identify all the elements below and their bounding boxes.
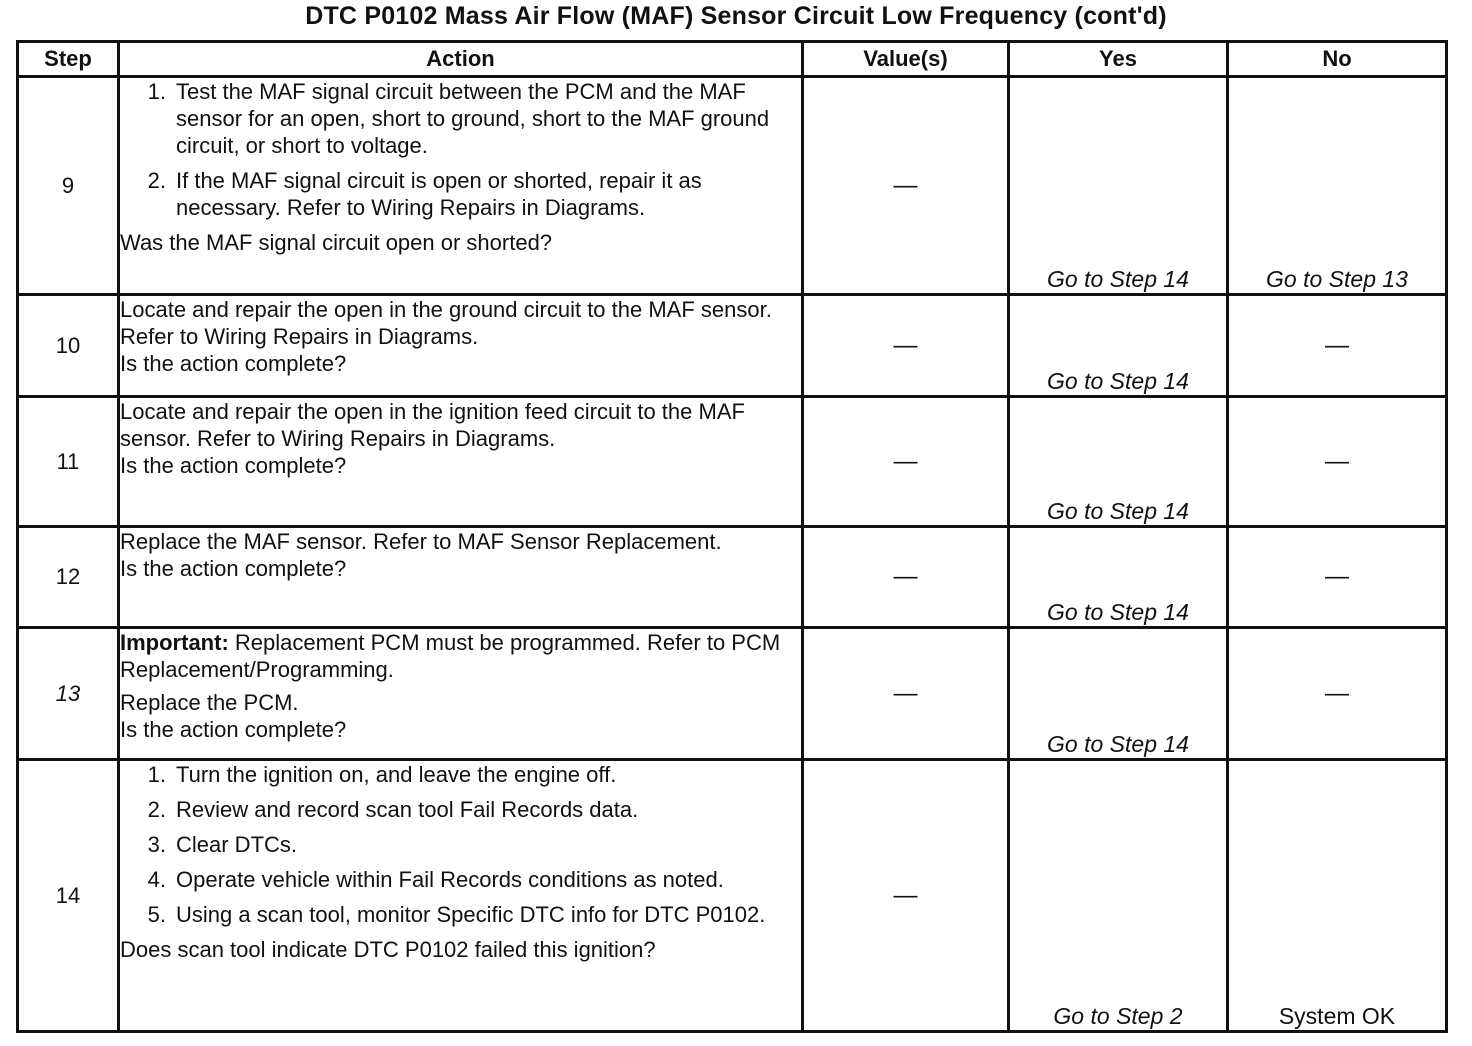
yes-cell: Go to Step 14 — [1009, 527, 1228, 628]
yes-cell: Go to Step 14 — [1009, 628, 1228, 760]
list-item: 3. Clear DTCs. — [147, 832, 298, 857]
yes-cell: Go to Step 14 — [1009, 295, 1228, 397]
action-question: Is the action complete? — [120, 351, 347, 376]
important-label: Important: — [120, 630, 229, 655]
important-text: Replacement PCM must be programmed. Refer to PCM Replacement/Programming. — [120, 630, 781, 682]
action-text: Replace the PCM. — [120, 690, 299, 715]
value-cell: — — [803, 295, 1009, 397]
header-values: Value(s) — [803, 42, 1009, 77]
action-question: Does scan tool indicate DTC P0102 failed this ignition? — [120, 937, 656, 962]
step-number: 14 — [18, 760, 119, 1032]
action-question: Is the action complete? — [120, 556, 347, 581]
step-number: 11 — [18, 397, 119, 527]
no-cell: System OK — [1228, 760, 1447, 1032]
action-question: Is the action complete? — [120, 453, 347, 478]
important-note — [120, 629, 801, 683]
step-number: 13 — [18, 628, 119, 760]
value-cell: — — [803, 628, 1009, 760]
header-row — [18, 42, 1447, 77]
table-row — [18, 760, 1447, 1032]
action-cell — [119, 760, 803, 1032]
table-row — [18, 397, 1447, 527]
header-step: Step — [18, 42, 119, 77]
table-row — [18, 295, 1447, 397]
yes-cell: Go to Step 2 — [1009, 760, 1228, 1032]
value-cell: — — [803, 527, 1009, 628]
no-cell: Go to Step 13 — [1228, 77, 1447, 295]
action-cell — [119, 77, 803, 295]
action-question: Is the action complete? — [120, 717, 347, 742]
action-cell — [119, 397, 803, 527]
step-number: 12 — [18, 527, 119, 628]
list-item: 1. Turn the ignition on, and leave the engine off. — [147, 762, 617, 787]
no-cell: — — [1228, 527, 1447, 628]
action-text: Replace the MAF sensor. Refer to MAF Sensor Replacement. — [120, 529, 722, 554]
action-text: Locate and repair the open in the ignition feed circuit to the MAF sensor. Refer to Wiring Repairs in Diagrams. — [120, 399, 745, 451]
no-cell: — — [1228, 397, 1447, 527]
header-action: Action — [119, 42, 803, 77]
table-row — [18, 77, 1447, 295]
header-yes: Yes — [1009, 42, 1228, 77]
action-steps — [120, 761, 801, 936]
step-number: 9 — [18, 77, 119, 295]
action-question: Was the MAF signal circuit open or shorted? — [120, 230, 553, 255]
value-cell: — — [803, 397, 1009, 527]
yes-cell: Go to Step 14 — [1009, 77, 1228, 295]
table-row — [18, 628, 1447, 760]
header-no: No — [1228, 42, 1447, 77]
diagnostic-table — [16, 40, 1448, 1033]
yes-cell: Go to Step 14 — [1009, 397, 1228, 527]
action-text: Locate and repair the open in the ground circuit to the MAF sensor. Refer to Wiring Repairs in Diagrams. — [120, 297, 772, 349]
page-title: DTC P0102 Mass Air Flow (MAF) Sensor Circuit Low Frequency (cont'd) — [305, 2, 1167, 30]
list-item: 1. Test the MAF signal circuit between the PCM and the MAF sensor for an open, short to ground, short to the MAF ground circuit, or short to voltage. — [147, 79, 770, 158]
action-cell — [119, 628, 803, 760]
list-item: 5. Using a scan tool, monitor Specific DTC info for DTC P0102. — [147, 902, 766, 927]
value-cell: — — [803, 760, 1009, 1032]
action-steps — [120, 78, 801, 229]
no-cell: — — [1228, 628, 1447, 760]
list-item: 4. Operate vehicle within Fail Records conditions as noted. — [147, 867, 724, 892]
action-cell — [119, 295, 803, 397]
list-item: 2. If the MAF signal circuit is open or shorted, repair it as necessary. Refer to Wiring Repairs in Diagrams. — [147, 168, 702, 220]
step-number: 10 — [18, 295, 119, 397]
table-row — [18, 527, 1447, 628]
no-cell: — — [1228, 295, 1447, 397]
action-cell — [119, 527, 803, 628]
list-item: 2. Review and record scan tool Fail Records data. — [147, 797, 639, 822]
value-cell: — — [803, 77, 1009, 295]
